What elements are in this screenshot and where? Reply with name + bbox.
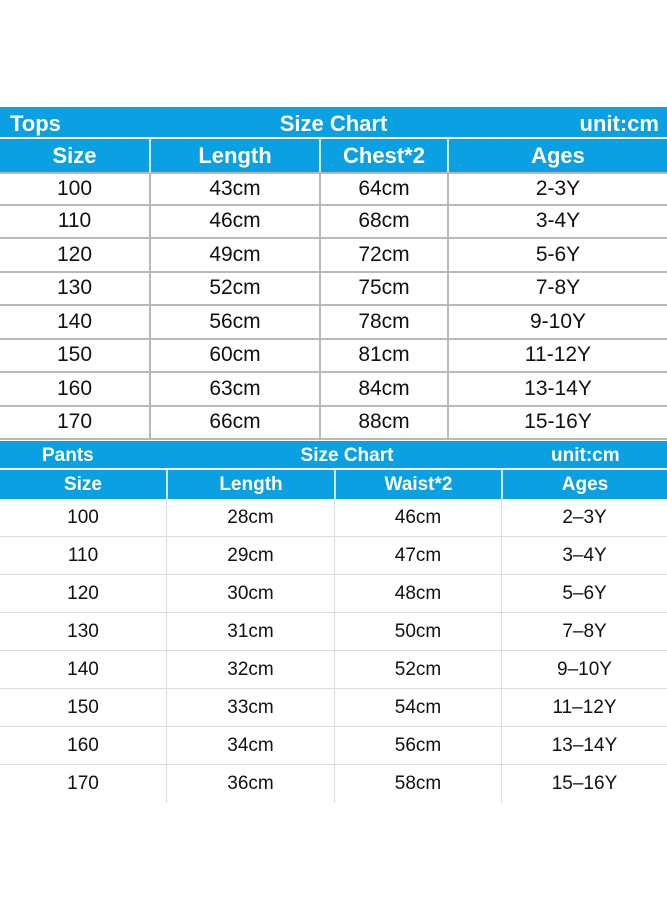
pants-header-waist: Waist*2 (334, 470, 501, 499)
tops-table-row (0, 239, 667, 273)
tops-size-table (0, 107, 667, 440)
tops-cell-size: 110 (57, 209, 92, 233)
tops-cell-length: 56cm (149, 306, 319, 338)
tops-cell-size: 140 (56, 309, 93, 333)
tops-table-row (0, 306, 667, 340)
tops-cell-length: 49cm (149, 239, 319, 271)
pants-cell-size: 140 (67, 658, 99, 680)
pants-cell-length: 32cm (166, 651, 334, 688)
pants-cell-ages: 9–10Y (501, 651, 667, 688)
tops-cell-chest: 81cm (319, 340, 447, 372)
tops-cell-length: 66cm (149, 407, 319, 439)
pants-cell-size: 110 (67, 544, 99, 566)
pants-cell-waist: 52cm (334, 651, 501, 688)
pants-cell-ages: 15–16Y (501, 765, 667, 803)
tops-cell-length: 60cm (149, 340, 319, 372)
tops-cell-size: 170 (56, 410, 93, 434)
pants-table-row (0, 727, 667, 765)
tops-cell-length: 46cm (149, 206, 319, 238)
tops-cell-size: 150 (56, 343, 93, 367)
tops-cell-chest: 75cm (319, 273, 447, 305)
pants-cell-waist: 54cm (334, 689, 501, 726)
pants-cell-size: 130 (67, 620, 99, 642)
tops-cell-chest: 78cm (319, 306, 447, 338)
tops-category-label: Tops (10, 111, 61, 136)
pants-title: Size Chart (300, 445, 394, 466)
pants-table-row (0, 765, 667, 803)
pants-header-size: Size (63, 473, 103, 495)
pants-header-ages: Ages (501, 470, 667, 499)
tops-cell-length: 63cm (149, 373, 319, 405)
pants-cell-length: 33cm (166, 689, 334, 726)
pants-title-bar (0, 441, 667, 470)
tops-cell-chest: 64cm (319, 174, 447, 204)
tops-table-row (0, 273, 667, 307)
pants-cell-waist: 50cm (334, 613, 501, 650)
tops-cell-ages: 3-4Y (447, 206, 667, 238)
pants-cell-size: 170 (67, 773, 99, 794)
tops-header-ages: Ages (447, 139, 667, 172)
tops-cell-chest: 68cm (319, 206, 447, 238)
pants-size-table (0, 441, 667, 803)
pants-cell-length: 29cm (166, 537, 334, 574)
pants-category-label: Pants (42, 445, 94, 466)
pants-header-row (0, 470, 667, 499)
tops-table-row (0, 206, 667, 240)
pants-cell-size: 160 (67, 734, 99, 756)
pants-table-row (0, 499, 667, 537)
tops-table-row (0, 373, 667, 407)
tops-cell-length: 43cm (149, 174, 319, 204)
tops-cell-ages: 7-8Y (447, 273, 667, 305)
pants-body (0, 499, 667, 803)
tops-table-row (0, 172, 667, 206)
tops-cell-ages: 2-3Y (447, 174, 667, 204)
tops-table-row (0, 407, 667, 441)
pants-unit-label: unit:cm (551, 445, 620, 466)
pants-table-row (0, 575, 667, 613)
tops-cell-length: 52cm (149, 273, 319, 305)
pants-cell-ages: 5–6Y (501, 575, 667, 612)
pants-cell-ages: 2–3Y (501, 499, 667, 536)
pants-cell-length: 34cm (166, 727, 334, 764)
tops-title-bar (0, 107, 667, 139)
tops-header-row (0, 139, 667, 172)
pants-cell-size: 120 (67, 582, 99, 604)
pants-cell-ages: 7–8Y (501, 613, 667, 650)
tops-header-chest: Chest*2 (319, 139, 447, 172)
pants-cell-ages: 13–14Y (501, 727, 667, 764)
tops-cell-chest: 84cm (319, 373, 447, 405)
tops-cell-size: 100 (56, 176, 93, 200)
tops-body (0, 172, 667, 440)
tops-cell-size: 130 (56, 276, 93, 300)
pants-cell-ages: 3–4Y (501, 537, 667, 574)
pants-table-row (0, 613, 667, 651)
pants-cell-waist: 46cm (334, 499, 501, 536)
pants-table-row (0, 651, 667, 689)
tops-cell-ages: 13-14Y (447, 373, 667, 405)
tops-header-length: Length (149, 139, 319, 172)
pants-cell-ages: 11–12Y (501, 689, 667, 726)
tops-cell-ages: 11-12Y (447, 340, 667, 372)
pants-table-row (0, 689, 667, 727)
tops-cell-ages: 5-6Y (447, 239, 667, 271)
tops-cell-size: 120 (56, 242, 93, 266)
tops-cell-ages: 9-10Y (447, 306, 667, 338)
pants-cell-waist: 56cm (334, 727, 501, 764)
pants-cell-length: 31cm (166, 613, 334, 650)
tops-cell-chest: 72cm (319, 239, 447, 271)
tops-unit-label: unit:cm (579, 111, 659, 136)
pants-cell-size: 100 (67, 506, 99, 528)
tops-cell-chest: 88cm (319, 407, 447, 439)
pants-cell-waist: 48cm (334, 575, 501, 612)
pants-cell-waist: 47cm (334, 537, 501, 574)
pants-cell-length: 36cm (166, 765, 334, 803)
tops-cell-ages: 15-16Y (447, 407, 667, 439)
pants-header-length: Length (166, 470, 334, 499)
pants-cell-length: 30cm (166, 575, 334, 612)
tops-table-row (0, 340, 667, 374)
pants-cell-waist: 58cm (334, 765, 501, 803)
tops-title: Size Chart (279, 111, 388, 136)
pants-table-row (0, 537, 667, 575)
tops-header-size: Size (52, 142, 97, 168)
pants-cell-size: 150 (67, 696, 99, 718)
tops-cell-size: 160 (56, 376, 93, 400)
pants-cell-length: 28cm (166, 499, 334, 536)
